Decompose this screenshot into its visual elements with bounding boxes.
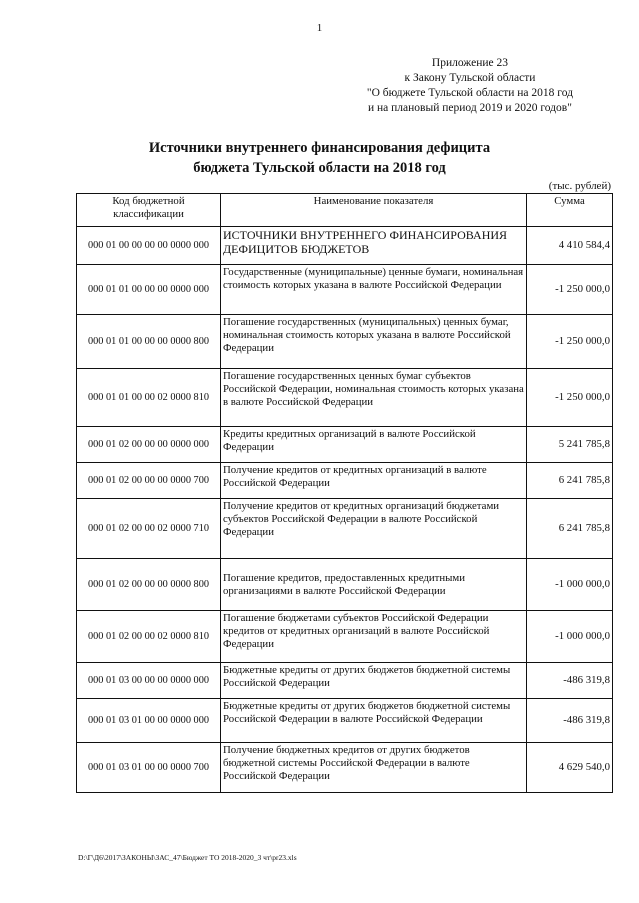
row-sum: 5 241 785,8: [527, 427, 613, 463]
row-code: 000 01 03 01 00 00 0000 000: [77, 699, 221, 743]
file-path-footer: D:\Г\Д6\2017\ЗАКОНЫ\ЗАС_47\Бюджет ТО 2018-2020_3 чт\pr23.xls: [78, 853, 297, 862]
row-code: 000 01 03 00 00 00 0000 000: [77, 663, 221, 699]
table-row: [77, 227, 613, 265]
row-sum: 6 241 785,8: [527, 499, 613, 559]
row-name: Бюджетные кредиты от других бюджетов бюджетной системы Российской Федерации: [221, 663, 527, 699]
table-row: [77, 611, 613, 663]
table-row: [77, 463, 613, 499]
appendix-line: Приложение 23: [431, 57, 508, 69]
row-name: Погашение бюджетами субъектов Российской Федерации кредитов от кредитных организаций в валюте Российской Федерации: [221, 611, 527, 663]
document-title: [0, 138, 639, 178]
row-name: Погашение государственных ценных бумаг субъектов Российской Федерации, номинальная стоимость которых указана в валюте Российской Федерации: [221, 369, 527, 427]
row-sum: -486 319,8: [527, 699, 613, 743]
row-name: Погашение государственных (муниципальных) ценных бумаг, номинальная стоимость которых указана в валюте Российской Федерации: [221, 315, 527, 369]
row-code: 000 01 03 01 00 00 0000 700: [77, 743, 221, 793]
table-row: [77, 559, 613, 611]
row-code: 000 01 01 00 00 02 0000 810: [77, 369, 221, 427]
row-code: 000 01 00 00 00 00 0000 000: [77, 227, 221, 265]
table-row: [77, 315, 613, 369]
row-code: 000 01 01 00 00 00 0000 800: [77, 315, 221, 369]
row-name: Получение кредитов от кредитных организаций бюджетами субъектов Российской Федерации в валюте Российской Федерации: [221, 499, 527, 559]
row-name: Бюджетные кредиты от других бюджетов бюджетной системы Российской Федерации в валюте Российской Федерации: [221, 699, 527, 743]
appendix-reference: [367, 56, 573, 116]
row-code: 000 01 01 00 00 00 0000 000: [77, 265, 221, 315]
row-sum: -1 000 000,0: [527, 559, 613, 611]
row-name: Получение кредитов от кредитных организаций в валюте Российской Федерации: [221, 463, 527, 499]
header-code: Код бюджетной классификации: [77, 194, 221, 227]
row-code: 000 01 02 00 00 00 0000 700: [77, 463, 221, 499]
row-code: 000 01 02 00 00 02 0000 810: [77, 611, 221, 663]
row-name: ИСТОЧНИКИ ВНУТРЕННЕГО ФИНАНСИРОВАНИЯ ДЕФИЦИТОВ БЮДЖЕТОВ: [221, 227, 527, 265]
appendix-line: "О бюджете Тульской области на 2018 год: [366, 87, 573, 99]
row-code: 000 01 02 00 00 00 0000 000: [77, 427, 221, 463]
financing-sources-table: [76, 193, 613, 793]
table-header-row: [77, 194, 613, 227]
row-code: 000 01 02 00 00 02 0000 710: [77, 499, 221, 559]
row-name: Получение бюджетных кредитов от других бюджетов бюджетной системы Российской Федерации в валюте Российской Федерации: [221, 743, 527, 793]
header-name: Наименование показателя: [221, 194, 527, 227]
table-row: [77, 743, 613, 793]
page-number: 1: [316, 22, 323, 34]
row-sum: -1 000 000,0: [527, 611, 613, 663]
header-sum: Сумма: [527, 194, 613, 227]
title-line: бюджета Тульской области на 2018 год: [193, 160, 446, 176]
table-row: [77, 663, 613, 699]
row-name: Государственные (муниципальные) ценные бумаги, номинальная стоимость которых указана в валюте Российской Федерации: [221, 265, 527, 315]
appendix-line: к Закону Тульской области: [404, 72, 536, 84]
row-sum: -1 250 000,0: [527, 315, 613, 369]
title-line: Источники внутреннего финансирования дефицита: [148, 140, 491, 156]
row-sum: 4 629 540,0: [527, 743, 613, 793]
table-row: [77, 369, 613, 427]
row-sum: 6 241 785,8: [527, 463, 613, 499]
row-name: Кредиты кредитных организаций в валюте Российской Федерации: [221, 427, 527, 463]
row-code: 000 01 02 00 00 00 0000 800: [77, 559, 221, 611]
table-row: [77, 699, 613, 743]
row-name: Погашение кредитов, предоставленных кредитными организациями в валюте Российской Федерации: [221, 559, 527, 611]
table-row: [77, 265, 613, 315]
table-row: [77, 499, 613, 559]
row-sum: 4 410 584,4: [527, 227, 613, 265]
appendix-line: и на плановый период 2019 и 2020 годов": [367, 102, 572, 114]
units-label: (тыс. рублей): [548, 180, 611, 192]
row-sum: -486 319,8: [527, 663, 613, 699]
row-sum: -1 250 000,0: [527, 369, 613, 427]
table-row: [77, 427, 613, 463]
row-sum: -1 250 000,0: [527, 265, 613, 315]
